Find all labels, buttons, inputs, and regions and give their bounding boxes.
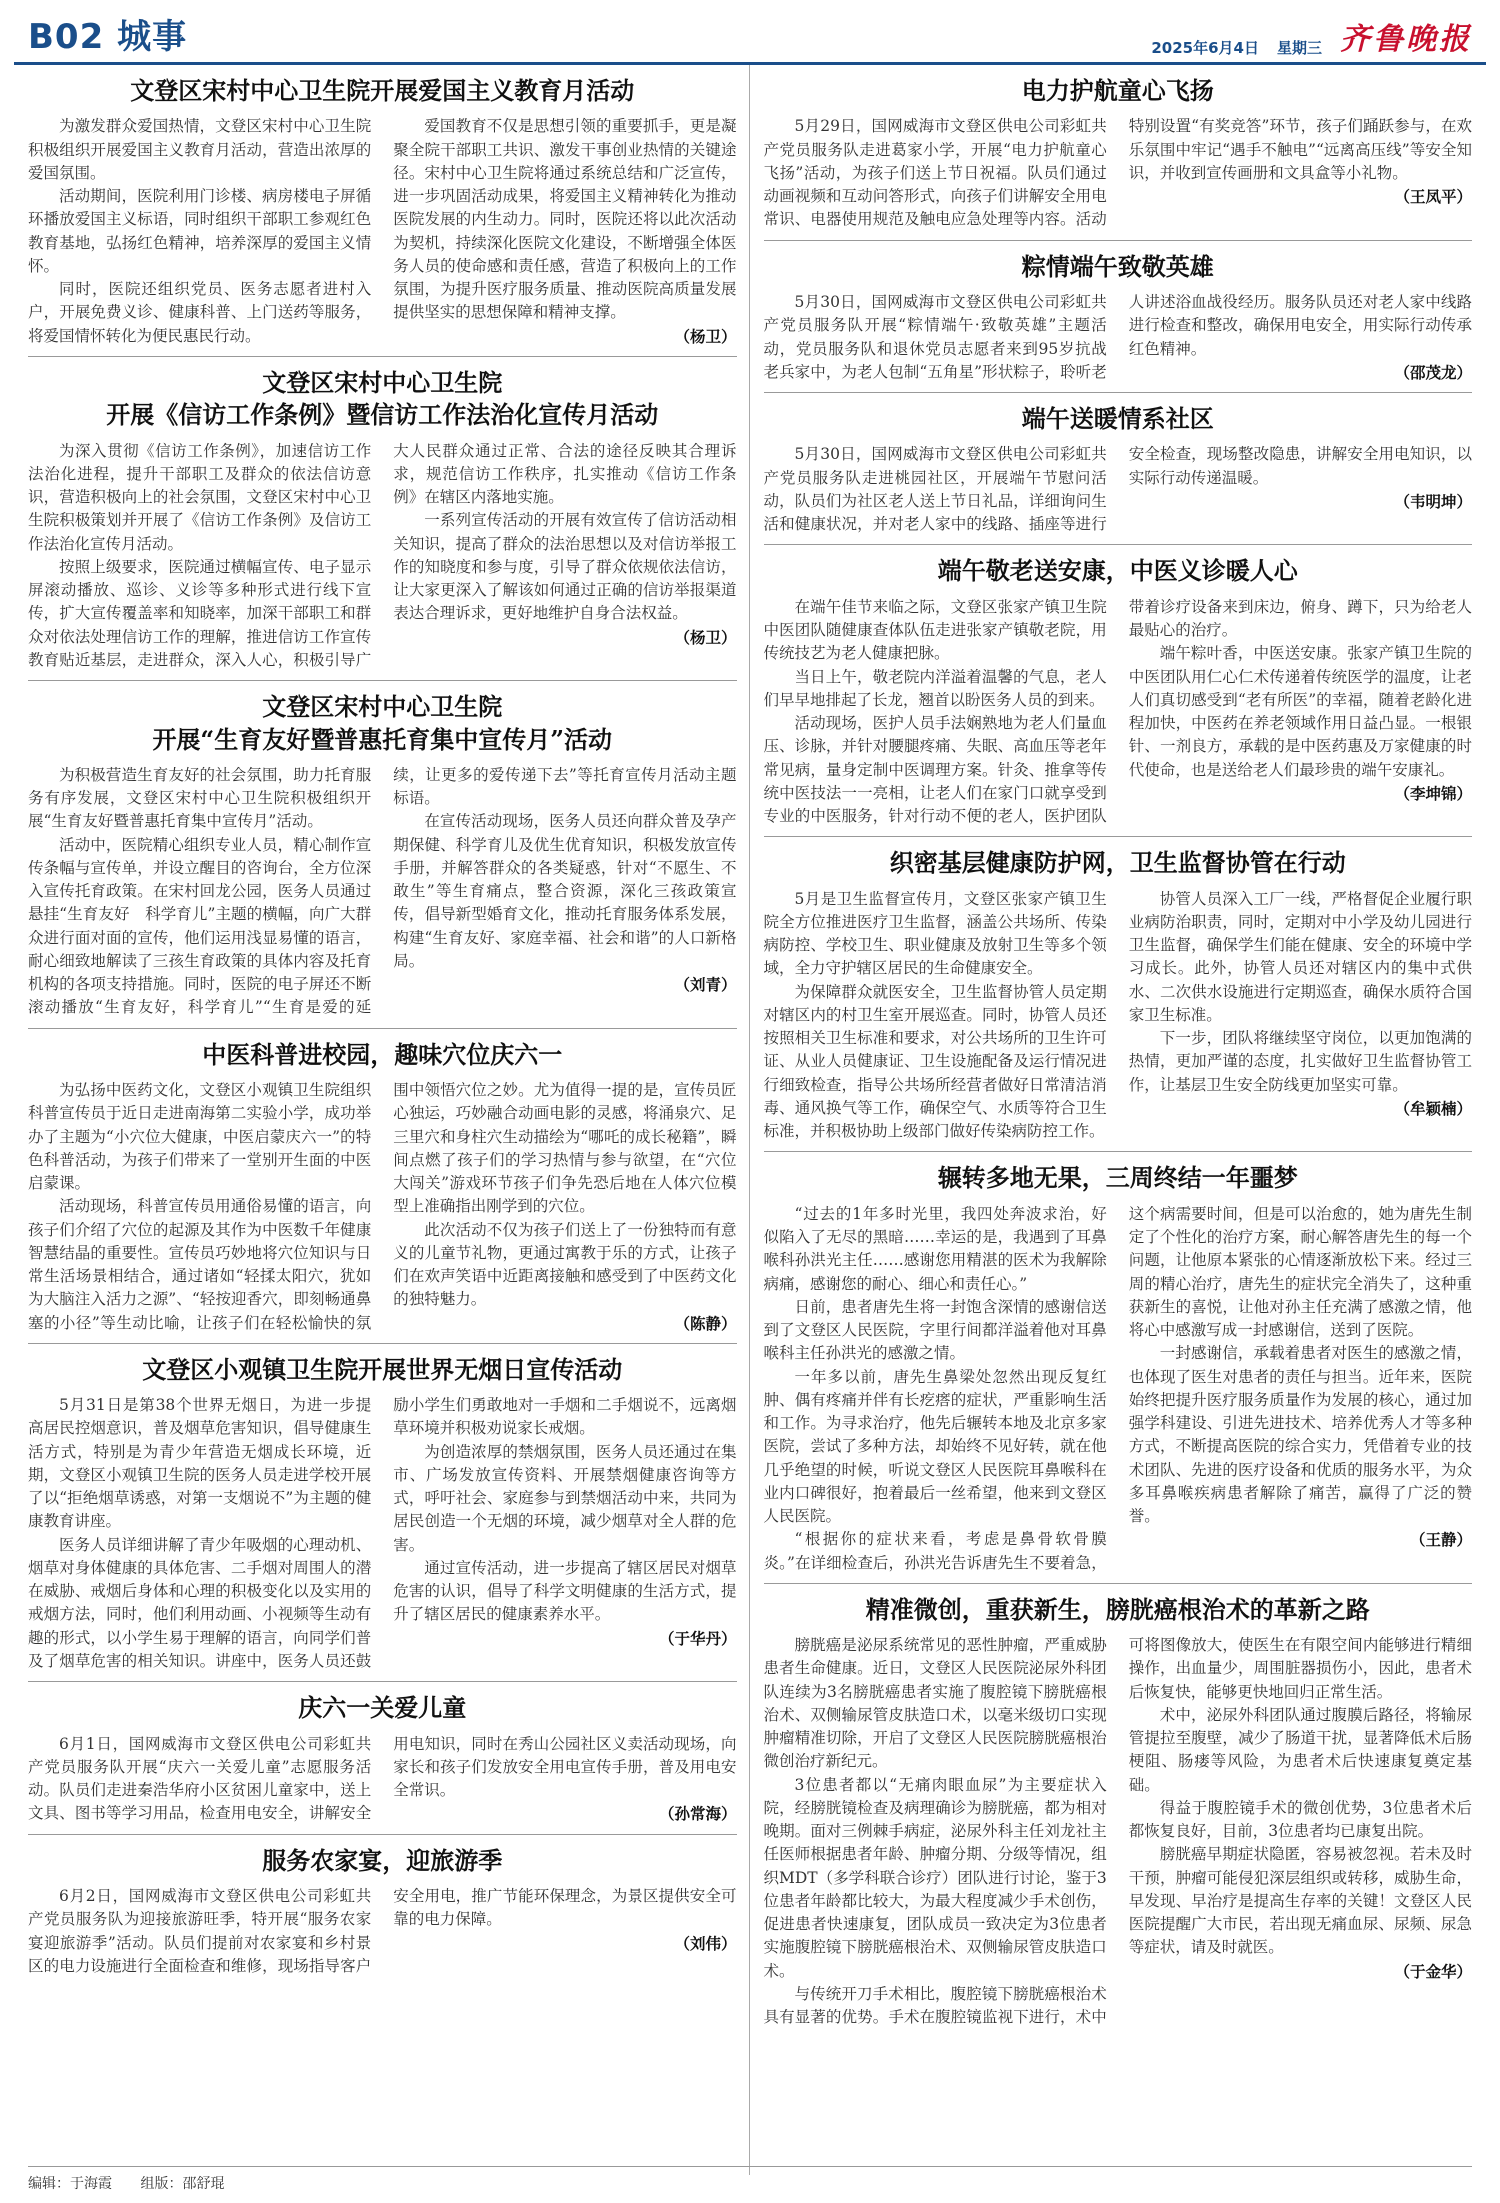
article-byline: （邵茂龙） <box>1394 362 1472 382</box>
article-headline: 粽情端午致敬英雄 <box>1021 251 1214 281</box>
article-headline: 辗转多地无果，三周终结一年噩梦 <box>937 1163 1298 1193</box>
article-body <box>28 764 737 1020</box>
editor-credit: 编辑：于海霞 <box>28 2176 112 2192</box>
article-paragraph: 活动现场，科普宣传员用通俗易懂的语言，向孩子们介绍了穴位的起源及其作为中医数千年健康智慧结晶的重要性。宣传员巧妙地将穴位知识与日常生活场景相结合，通过诸如“轻揉太阳穴，犹如为大脑注入活力之源”、“轻按迎香穴，即刻畅通鼻塞的小径”等生动比喻，让孩子们在轻松愉快的氛围中领悟穴位之妙。尤为值得一提的是，宣传员匠心独运，巧妙融合动画电影的灵感，将涌泉穴、足三里穴和身柱穴生动描绘为“哪吒的成长秘籍”，瞬间点燃了孩子们的学习热情与参与欲望，在“穴位大闯关”游戏环节孩子们争先恐后地在人体穴位模型上准确指出刚学到的穴位。 <box>28 1081 737 1332</box>
article <box>764 1584 1473 2038</box>
article-body <box>764 1634 1473 2029</box>
article-body <box>28 1885 737 1978</box>
article-body <box>764 1203 1473 1575</box>
article-headline: 端午送暖情系社区 <box>1021 404 1214 434</box>
article-paragraph: 5月31日是第38个世界无烟日，为进一步提高居民控烟意识，普及烟草危害知识，倡导健康生活方式，特别是为青少年营造无烟成长环境，近期，文登区小观镇卫生院的医务人员走进学校开展了以“拒绝烟草诱惑，对第一支烟说不”为主题的健康教育讲座。 <box>28 1396 372 1531</box>
article-paragraph: 活动中，医院精心组织专业人员，精心制作宣传条幅与宣传单，并设立醒目的咨询台，全方位深入宣传托育政策。在宋村回龙公园，医务人员通过悬挂“生育友好 科学育儿”主题的横幅，向广大群众进行面对面的宣传，他们运用浅显易懂的语言，耐心细致地解读了三孩生育政策的具体内容及托育机构的各项支持措施。同时，医院的电子屏还不断滚动播放“生育友好，科学育儿”“生育是爱的延续，让更多的爱传递下去”等托育宣传月活动主题标语。 <box>28 765 737 1017</box>
article <box>28 681 737 1029</box>
left-column <box>28 65 750 2175</box>
article-byline: （杨卫） <box>674 326 737 346</box>
article-byline: （于金华） <box>1394 1961 1472 1981</box>
article-paragraph: 同时，医院还组织党员、医务志愿者进村入户，开展免费义诊、健康科普、上门送药等服务，将爱国情怀转化为便民惠民行动。 <box>28 280 372 345</box>
masthead-right <box>1151 14 1472 58</box>
issue-date: 2025年6月4日 <box>1151 39 1259 57</box>
article-paragraph: “根据你的症状来看，考虑是鼻骨软骨膜炎。”在详细检查后，孙洪光告诉唐先生不要着急，这个病需要时间，但是可以治愈的，她为唐先生制定了个性化的治疗方案，耐心解答唐先生的每一个问题，让他原本紧张的心情逐渐放松下来。经过三周的精心治疗，唐先生的症状完全消失了，这种重获新生的喜悦，让他对孙主任充满了感激之情，他将心中感激写成一封感谢信，送到了医院。 <box>763 1204 1472 1572</box>
article-paragraph: 协管人员深入工厂一线，严格督促企业履行职业病防治职责，同时，定期对中小学及幼儿园进行卫生监督，确保学生们能在健康、安全的环境中学习成长。此外，协管人员还对辖区内的集中式供水、二次供水设施进行定期巡查，确保水质符合国家卫生标准。 <box>1128 889 1472 1024</box>
article <box>28 65 737 357</box>
article <box>764 1152 1473 1583</box>
article <box>28 1682 737 1834</box>
article-headline: 庆六一关爱儿童 <box>298 1693 467 1723</box>
article-paragraph: 5月30日，国网威海市文登区供电公司彩虹共产党员服务队开展“粽情端午·致敬英雄”主题活动，党员服务队和退休党员志愿者来到95岁抗战老兵家中，为老人包制“五角星”形状粽子，聆听老人讲述浴血战役经历。服务队员还对老人家中线路进行检查和整改，确保用电安全，用实际行动传承红色精神。 <box>763 293 1472 381</box>
article-body <box>764 596 1473 829</box>
article-paragraph: 活动现场，医护人员手法娴熟地为老人们量血压、诊脉，并针对腰腿疼痛、失眠、高血压等老年常见病，量身定制中医调理方案。针灸、推拿等传统中医技法一一亮相，让老人们在家门口就享受到专业的中医服务，针对行动不便的老人，医护团队带着诊疗设备来到床边，俯身、蹲下，只为给老人最贴心的治疗。 <box>763 597 1472 826</box>
article-byline: （王静） <box>1409 1530 1472 1550</box>
article <box>764 545 1473 837</box>
article-paragraph: 通过宣传活动，进一步提高了辖区居民对烟草危害的认识，倡导了科学文明健康的生活方式，提升了辖区居民的健康素养水平。 <box>393 1558 737 1624</box>
article-paragraph: 为创造浓厚的禁烟氛围，医务人员还通过在集市、广场发放宣传资料、开展禁烟健康咨询等方式，呼吁社会、家庭参与到禁烟活动中来，共同为居民创造一个无烟的环境，减少烟草对全人群的危害。 <box>393 1442 737 1554</box>
article-byline: （韦明坤） <box>1394 491 1472 511</box>
article-headline: 端午敬老送安康，中医义诊暖人心 <box>937 556 1298 586</box>
article-paragraph: 在端午佳节来临之际，文登区张家产镇卫生院中医团队随健康查体队伍走进张家产镇敬老院，用传统技艺为老人健康把脉。 <box>763 597 1107 663</box>
article-body <box>28 1733 737 1826</box>
article-byline: （杨卫） <box>674 627 737 647</box>
article-paragraph: 得益于腹腔镜手术的微创优势，3位患者术后都恢复良好，目前，3位患者均已康复出院。 <box>1128 1798 1472 1841</box>
section-title: B02 城事 <box>28 17 188 57</box>
article-headline: 文登区宋村中心卫生院开展爱国主义教育月活动 <box>130 76 635 105</box>
article-paragraph: 一年多以前，唐先生鼻梁处忽然出现反复红肿、偶有疼痛并伴有长疙瘩的症状，严重影响生活和工作。为寻求治疗，他先后辗转本地及北京多家医院，尝试了多种方法，却始终不见好转，就在他几乎绝望的时候，听说文登区人民医院耳鼻喉科在业内口碑很好，抱着最后一丝希望，他来到文登区人民医院。 <box>763 1367 1107 1526</box>
layout-credit: 组版：邵舒琨 <box>140 2176 225 2192</box>
article-paragraph: 一封感谢信，承载着患者对医生的感激之情，也体现了医生对患者的责任与担当。近年来，医院始终把提升医疗服务质量作为发展的核心，通过加强学科建设、引进先进技术、培养优秀人才等多种方式，不断提高医院的综合实力，凭借着专业的技术团队、先进的医疗设备和优质的服务水平，为众多耳鼻喉疾病患者解除了痛苦，赢得了广泛的赞誉。 <box>1128 1344 1472 1526</box>
article-paragraph: 爱国教育不仅是思想引领的重要抓手，更是凝聚全院干部职工共识、激发干事创业热情的关键途径。宋村中心卫生院将通过系统总结和广泛宣传，进一步巩固活动成果，将爱国主义精神转化为推动医院发展的内生动力。同时，医院还将以此次活动为契机，持续深化医院文化建设，不断增强全体医务人员的使命感和责任感，营造了积极向上的工作氛围，为提升医疗服务质量、推动医院高质量发展提供坚实的思想保障和精神支撑。 <box>393 117 737 322</box>
article-paragraph: 5月是卫生监督宣传月，文登区张家产镇卫生院全方位推进医疗卫生监督，涵盖公共场所、传染病防控、学校卫生、职业健康及放射卫生等多个领域，全力守护辖区居民的生命健康安全。 <box>763 889 1107 978</box>
article-paragraph: 日前，患者唐先生将一封饱含深情的感谢信送到了文登区人民医院，字里行间都洋溢着他对耳鼻喉科主任孙洪光的感激之情。 <box>763 1297 1107 1363</box>
article-paragraph: 膀胱癌早期症状隐匿，容易被忽视。若未及时干预，肿瘤可能侵犯深层组织或转移，威胁生命，早发现、早治疗是提高生存率的关键！文登区人民医院提醒广大市民，若出现无痛血尿、尿频、尿急等症状，请及时就医。 <box>1128 1845 1472 1957</box>
article-body <box>28 440 737 673</box>
article-headline: 文登区宋村中心卫生院 开展“生育友好暨普惠托育集中宣传月”活动 <box>152 692 613 754</box>
article-paragraph: 一系列宣传活动的开展有效宣传了信访活动相关知识，提高了群众的法治思想以及对信访举报工作的知晓度和参与度，引导了群众依规依法信访，让大家更深入了解该如何通过正确的信访举报渠道表达合理诉求，更好地维护自身合法权益。 <box>393 511 737 623</box>
article-paragraph: 6月2日，国网威海市文登区供电公司彩虹共产党员服务队为迎接旅游旺季，特开展“服务农家宴迎旅游季”活动。队员们提前对农家宴和乡村景区的电力设施进行全面检查和维修，现场指导客户安全用电，推广节能环保理念，为景区提供安全可靠的电力保障。 <box>28 1887 737 1975</box>
article-body <box>28 1079 737 1335</box>
article-headline: 文登区小观镇卫生院开展世界无烟日宣传活动 <box>142 1354 623 1384</box>
article-paragraph: 膀胱癌是泌尿系统常见的恶性肿瘤，严重威胁患者生命健康。近日，文登区人民医院泌尿外科团队连续为3名膀胱癌患者实施了腹腔镜下膀胱癌根治术、双侧输尿管皮肤造口术，以毫米级切口实现肿瘤精准切除，开启了文登区人民医院膀胱癌根治微创治疗新纪元。 <box>763 1636 1107 1771</box>
article-paragraph: 3位患者都以“无痛肉眼血尿”为主要症状入院，经膀胱镜检查及病理确诊为膀胱癌，都为相对晚期。面对三例棘手病症，泌尿外科主任刘龙社主任医师根据患者年龄、肿瘤分期、分级等情况，组织MDT（多学科联合诊疗）团队进行讨论，鉴于3位患者年龄都比较大，为最大程度减少手术创伤，促进患者快速康复，团队成员一致决定为3位患者实施腹腔镜下膀胱癌根治术、双侧输尿管皮肤造口术。 <box>763 1775 1107 1980</box>
article-headline: 服务农家宴，迎旅游季 <box>262 1845 503 1875</box>
article-paragraph: 下一步，团队将继续坚守岗位，以更加饱满的热情，更加严谨的态度，扎实做好卫生监督协管工作，让基层卫生安全防线更加坚实可靠。 <box>1128 1029 1472 1094</box>
article <box>764 241 1473 393</box>
article <box>764 837 1473 1152</box>
paper-logo: 齐鲁晚报 <box>1340 22 1472 57</box>
article-paragraph: 术中，泌尿外科团队通过腹膜后路径，将输尿管提拉至腹壁，减少了肠道干扰，显著降低术后肠梗阻、肠瘘等风险，为患者术后快速康复奠定基础。 <box>1128 1705 1472 1794</box>
article-byline: （于华丹） <box>658 1628 737 1648</box>
article-paragraph: 活动期间，医院利用门诊楼、病房楼电子屏循环播放爱国主义标语，同时组织干部职工参观红色教育基地，弘扬红色精神，培养深厚的爱国主义情怀。 <box>28 187 372 275</box>
article-paragraph: 医务人员详细讲解了青少年吸烟的心理动机、烟草对身体健康的具体危害、二手烟对周围人的潜在威胁、戒烟后身体和心理的积极变化以及实用的戒烟方法，同时，他们利用动画、小视频等生动有趣的形式，以小学生易于理解的语言，向同学们普及了烟草危害的相关知识。讲座中，医务人员还鼓励小学生们勇敢地对一手烟和二手烟说不，远离烟草环境并积极劝说家长戒烟。 <box>28 1396 737 1670</box>
article-byline: （陈静） <box>674 1313 737 1333</box>
article <box>764 65 1473 241</box>
article <box>28 357 737 681</box>
masthead <box>14 0 1486 65</box>
article-headline: 中医科普进校园，趣味穴位庆六一 <box>202 1039 563 1069</box>
article-headline: 精准微创，重获新生，膀胱癌根治术的革新之路 <box>865 1594 1370 1624</box>
article-headline: 电力护航童心飞扬 <box>1021 76 1214 105</box>
article-body <box>764 115 1473 231</box>
right-column <box>764 65 1473 2175</box>
article-paragraph: 为积极营造生育友好的社会氛围，助力托育服务有序发展，文登区宋村中心卫生院积极组织开展“生育友好暨普惠托育集中宣传月”活动。 <box>28 765 372 831</box>
article-paragraph: 在宣传活动现场，医务人员还向群众普及孕产期保健、科学育儿及优生优育知识，积极发放宣传手册，并解答群众的各类疑惑，针对“不愿生、不敢生”等生育痛点，整合资源，深化三孩政策宣传，倡导新型婚育文化，推动托育服务体系发展，构建“生育友好、家庭幸福、社会和谐”的人口新格局。 <box>393 812 737 970</box>
article-paragraph: 6月1日，国网威海市文登区供电公司彩虹共产党员服务队开展“庆六一关爱儿童”志愿服务活动。队员们走进秦浩华府小区贫困儿童家中，送上文具、图书等学习用品，检查用电安全，讲解安全用电知识，同时在秀山公园社区义卖活动现场，向家长和孩子们发放安全用电宣传手册，普及用电安全常识。 <box>28 1734 737 1823</box>
article <box>28 1835 737 1986</box>
article-byline: （孙常海） <box>658 1804 737 1824</box>
article-paragraph: 为弘扬中医药文化，文登区小观镇卫生院组织科普宣传员于近日走进南海第二实验小学，成功举办了主题为“小穴位大健康，中医启蒙庆六一”的特色科普活动，为孩子们带来了一堂别开生面的中医启蒙课。 <box>28 1081 372 1193</box>
article-paragraph: 与传统开刀手术相比，腹腔镜下膀胱癌根治术具有显著的优势。手术在腹腔镜监视下进行，术中可将图像放大，使医生在有限空间内能够进行精细操作，出血量少，周围脏器损伤小，因此，患者术后恢复快，能够更快地回归正常生活。 <box>763 1636 1472 2027</box>
article-paragraph: 此次活动不仅为孩子们送上了一份独特而有意义的儿童节礼物，更通过寓教于乐的方式，让孩子们在欢声笑语中近距离接触和感受到了中医药文化的独特魅力。 <box>393 1220 737 1309</box>
article-byline: （刘伟） <box>674 1933 737 1953</box>
page-footer <box>28 2166 1472 2193</box>
article-body <box>28 115 737 348</box>
article-body <box>764 291 1473 384</box>
article-byline: （刘青） <box>674 975 737 995</box>
article-paragraph: 端午粽叶香，中医送安康。张家产镇卫生院的中医团队用仁心仁术传递着传统医学的温度，让老人们真切感受到“老有所医”的幸福，随着老龄化进程加快，中医药在养老领域作用日益凸显。一根银针、一剂良方，承载的是中医药惠及万家健康的时代使命，也是送给老人们最珍贵的端午安康礼。 <box>1128 644 1472 779</box>
article-headline: 文登区宋村中心卫生院 开展《信访工作条例》暨信访工作法治化宣传月活动 <box>106 367 659 430</box>
article-byline: （王凤平） <box>1394 187 1472 207</box>
article-paragraph: 为保障群众就医安全，卫生监督协管人员定期对辖区内的村卫生室开展巡查。同时，协管人员还按照相关卫生标准和要求，对公共场所的卫生许可证、从业人员健康证、卫生设施配备及运行情况进行细致检查，指导公共场所经营者做好日常清洁消毒、通风换气等工作，确保空气、水质等符合卫生标准，并积极协助上级部门做好传染病防控工作。 <box>763 982 1107 1141</box>
article-paragraph: 为深入贯彻《信访工作条例》，加速信访工作法治化进程，提升干部职工及群众的依法信访意识，营造积极向上的社会氛围，文登区宋村中心卫生院积极策划并开展了《信访工作条例》及信访工作法治化宣传月活动。 <box>28 441 372 553</box>
article <box>764 393 1473 545</box>
article-headline: 织密基层健康防护网，卫生监督协管在行动 <box>889 848 1346 878</box>
article-byline: （牟颖楠） <box>1394 1098 1472 1118</box>
article-paragraph: 当日上午，敬老院内洋溢着温馨的气息，老人们早早地排起了长龙，翘首以盼医务人员的到来。 <box>763 667 1107 709</box>
article-byline: （李坤锦） <box>1394 783 1472 803</box>
article <box>28 1029 737 1344</box>
article-paragraph: 5月30日，国网威海市文登区供电公司彩虹共产党员服务队走进桃园社区，开展端午节慰问活动，队员们为社区老人送上节日礼品，详细询问生活和健康状况，并对老人家中的线路、插座等进行安全检查，现场整改隐患，讲解安全用电知识，以实际行动传递温暖。 <box>763 445 1472 534</box>
page-body <box>14 65 1486 2175</box>
article-body <box>28 1394 737 1673</box>
article-paragraph: 按照上级要求，医院通过横幅宣传、电子显示屏滚动播放、巡诊、义诊等多种形式进行线下宣传，扩大宣传覆盖率和知晓率，加深干部职工和群众对依法处理信访工作的理解，推进信访工作宣传教育贴近基层，走进群众，深入人心，积极引导广大人民群众通过正常、合法的途径反映其合理诉求，规范信访工作秩序，扎实推动《信访工作条例》在辖区内落地实施。 <box>28 441 737 669</box>
article-body <box>764 443 1473 536</box>
article-body <box>764 888 1473 1144</box>
article-paragraph: 5月29日，国网威海市文登区供电公司彩虹共产党员服务队走进葛家小学，开展“电力护航童心飞扬”活动，为孩子们送上节日祝福。队员们通过动画视频和互动问答形式，向孩子们讲解安全用电常识、电器使用规范及触电应急处理等内容。活动特别设置“有奖竞答”环节，孩子们踊跃参与，在欢乐氛围中牢记“遇手不触电”“远离高压线”等安全知识，并收到宣传画册和文具盒等小礼物。 <box>763 117 1472 229</box>
issue-weekday: 星期三 <box>1276 39 1322 57</box>
article-paragraph: 为激发群众爱国热情，文登区宋村中心卫生院积极组织开展爱国主义教育月活动，营造出浓厚的爱国氛围。 <box>28 117 372 182</box>
article-paragraph: “过去的1年多时光里，我四处奔波求治，好似陷入了无尽的黑暗……幸运的是，我遇到了耳鼻喉科孙洪光主任……感谢您用精湛的医术为我解除病痛，感谢您的耐心、细心和责任心。” <box>763 1204 1107 1293</box>
article <box>28 1344 737 1682</box>
